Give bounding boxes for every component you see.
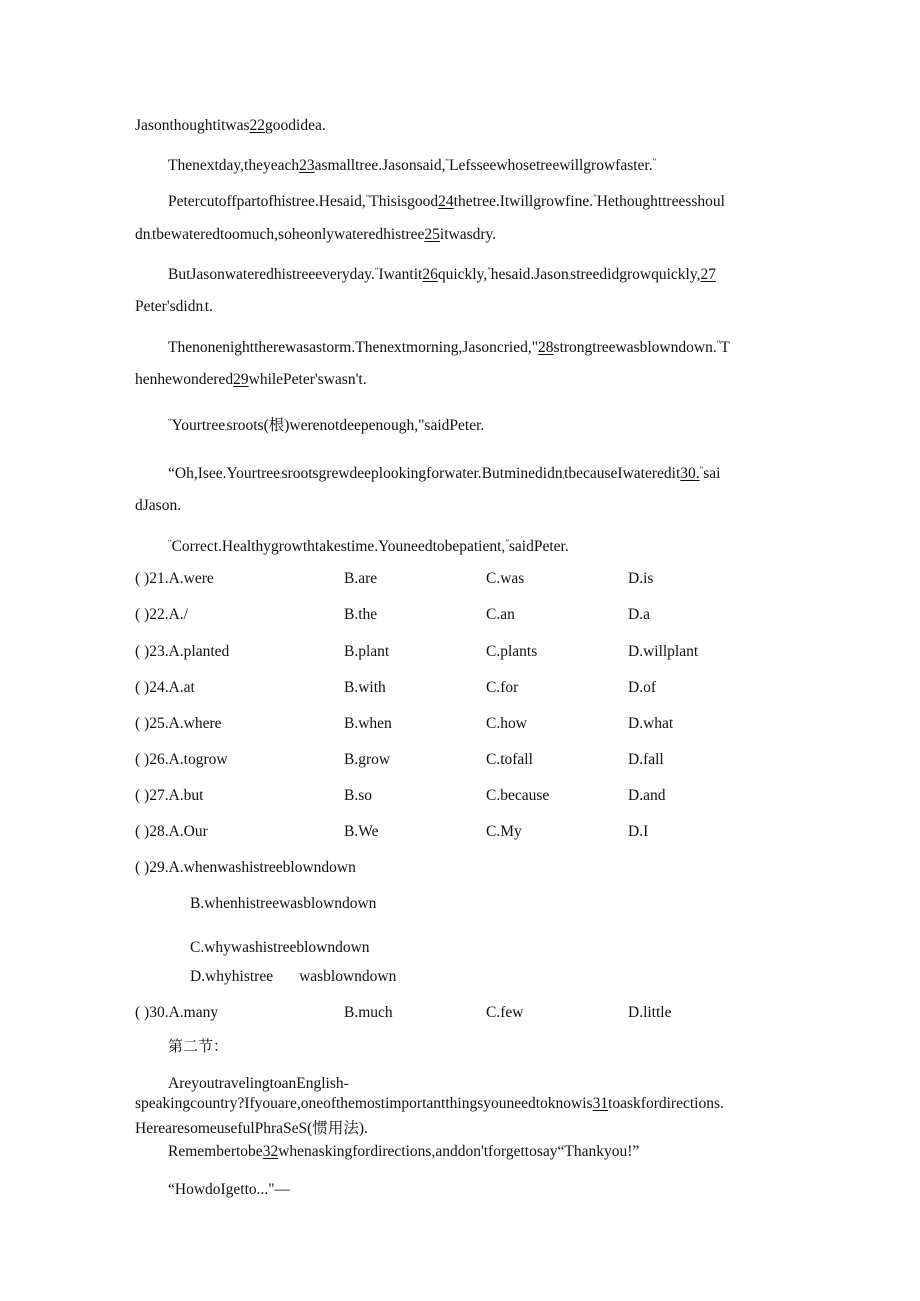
section2-line: HerearesomeusefulPhraSeS(惯用法). [135, 1120, 368, 1137]
option-c: C.because [486, 787, 550, 804]
question-28: ( )28.A.Our [135, 823, 208, 840]
passage-line: dJason. [135, 497, 182, 514]
question-26: ( )26.A.togrow [135, 751, 228, 768]
passage-line: Peter'sdidn$'$t. [135, 298, 213, 318]
passage-line: “Yourtree$'$sroots(根)werenotdeepenough,"saidPeter. [168, 417, 485, 437]
section2-line: speakingcountry?Ifyouare,oneofthemostimportantthingsyouneedtoknowis31toaskfordirections. [135, 1095, 724, 1112]
passage-line: “Oh,Isee.Yourtree$'$srootsgrewdeeplookingforwater.Butminedidn$'$tbecauseIwateredit30.”sai [168, 465, 721, 485]
blank-25: 25 [424, 226, 440, 243]
blank-30: 30. [680, 465, 700, 483]
option-b: B.the [344, 606, 378, 623]
option-d: D.whyhistree wasblowndown [190, 968, 397, 985]
option-c: C.an [486, 606, 515, 623]
option-c: C.My [486, 823, 522, 840]
blank-22: 22 [249, 117, 266, 134]
option-b: B.We [344, 823, 379, 840]
blank-29: 29 [233, 371, 249, 388]
passage-line: “Correct.Healthygrowthtakestime.Youneedtobepatient,”saidPeter. [168, 538, 569, 556]
option-c: C.plants [486, 643, 538, 660]
blank-32: 32 [262, 1143, 279, 1160]
section2-line: Remembertobe32whenaskingfordirections,anddon'tforgettosay“Thankyou!” [168, 1143, 640, 1160]
option-b: B.plant [344, 643, 390, 660]
section2-line: “HowdoIgetto..."— [168, 1181, 291, 1198]
blank-31: 31 [592, 1095, 609, 1112]
option-b: B.whenhistreewasblowndown [190, 895, 377, 912]
blank-23: 23 [299, 157, 315, 175]
blank-26: 26 [422, 266, 438, 284]
option-d: D.of [628, 679, 656, 696]
option-c: C.was [486, 570, 525, 587]
option-d: D.willplant [628, 643, 699, 660]
question-22: ( )22.A./ [135, 606, 188, 623]
section-title: 第二节： [168, 1037, 229, 1055]
passage-line: Thenonenighttherewasastorm.Thenextmorning,Jasoncried,"28strongtreewasblowndown.”T [168, 339, 730, 357]
blank-28: 28 [538, 339, 554, 357]
question-21: ( )21.A.were [135, 570, 214, 587]
option-b: B.so [344, 787, 372, 804]
question-24: ( )24.A.at [135, 679, 195, 696]
option-d: D.little [628, 1004, 672, 1021]
option-b: B.when [344, 715, 392, 732]
passage-line: henhewondered29whilePeter'swasn't. [135, 371, 367, 388]
question-25: ( )25.A.where [135, 715, 222, 732]
option-d: D.what [628, 715, 674, 732]
option-c: C.few [486, 1004, 524, 1021]
option-d: D.a [628, 606, 650, 623]
option-c: C.tofall [486, 751, 533, 768]
blank-27: 27 [700, 266, 716, 284]
option-d: D.fall [628, 751, 664, 768]
option-b: B.with [344, 679, 386, 696]
option-c: C.how [486, 715, 527, 732]
passage-line: ButJasonwateredhistreeeveryday.“Iwantit26quickly,”hesaid.Jason$'$streedidgrowquickly,27 [168, 266, 716, 286]
option-b: B.much [344, 1004, 393, 1021]
question-27: ( )27.A.but [135, 787, 204, 804]
blank-24: 24 [438, 193, 454, 211]
option-c: C.for [486, 679, 519, 696]
passage-line: Petercutoffpartofhistree.Hesaid,“Thisisgood24thetree.Itwillgrowfine.”Hethoughttreesshoul [168, 193, 725, 211]
question-30: ( )30.A.many [135, 1004, 219, 1021]
question-29: ( )29.A.whenwashistreeblowndown [135, 859, 356, 876]
option-c: C.whywashistreeblowndown [190, 939, 370, 956]
passage-line: Thenextday,theyeach23asmalltree.Jasonsaid,“Lefsseewhosetreewillgrowfaster.” [168, 157, 657, 175]
option-b: B.grow [344, 751, 391, 768]
question-23: ( )23.A.planted [135, 643, 230, 660]
passage-line: Jasonthoughtitwas22goodidea. [135, 117, 326, 134]
passage-line: $dn'tbewateredtoomuch,soheonlywateredhistree25itwasdry$. [135, 226, 497, 246]
section2-line: AreyoutravelingtoanEnglish- [168, 1075, 349, 1092]
option-d: D.I [628, 823, 649, 840]
option-b: B.are [344, 570, 378, 587]
option-d: D.is [628, 570, 654, 587]
option-d: D.and [628, 787, 666, 804]
